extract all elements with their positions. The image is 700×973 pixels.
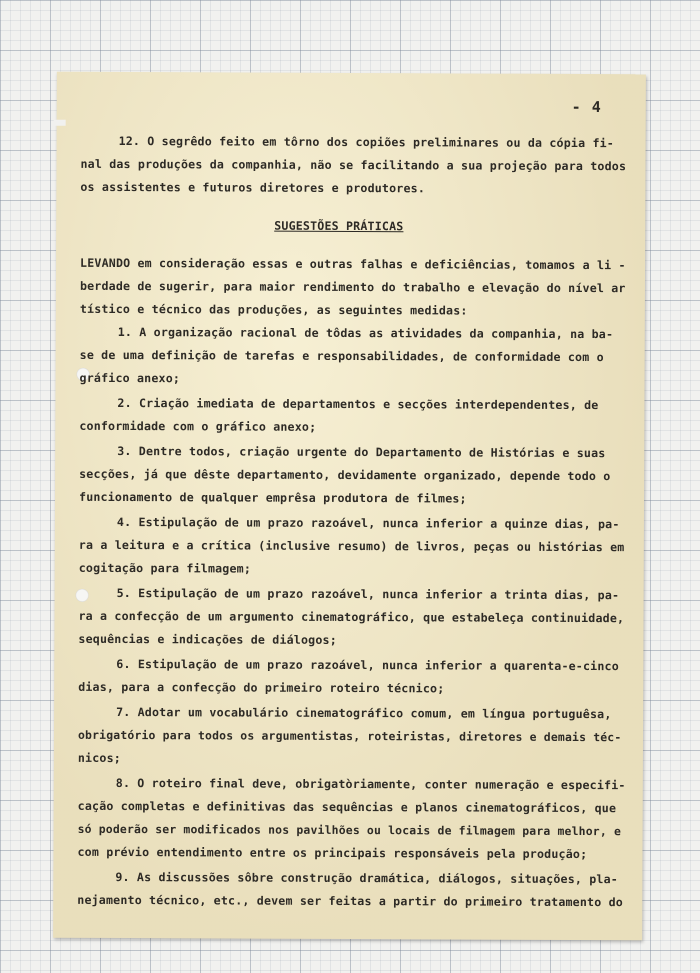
punch-hole [76,589,89,602]
text-line: 5. Estipulação de um prazo razoável, nunca inferior a trinta dias, pa- [116,585,620,603]
text-line: sequências e indicações de diálogos; [78,631,337,647]
text-line: tístico e técnico das produções, as seguintes medidas: [79,301,468,318]
text-line: se de uma definição de tarefas e responsabilidades, de conformidade com o [79,347,604,365]
text-line: LEVANDO em consideração essas e outras falhas e deficiências, tomamos a li - [80,255,626,273]
page-number: - 4 [571,97,602,117]
text-line: cação completas e definitivas das sequências e planos cinematográficos, que [77,798,617,816]
text-line: 8. O roteiro final deve, obrigatòriamente, conter numeração e especifi- [115,775,626,793]
section-heading: SUGESTÕES PRÁTICAS [274,218,404,234]
text-line: nejamento técnico, etc., devem ser feitas a partir do primeiro tratamento do [77,892,623,910]
text-line: 9. As discussões sôbre construção dramática, diálogos, situações, pla- [115,869,619,887]
text-line: 7. Adotar um vocabulário cinematográfico comum, em língua portuguêsa, [116,704,612,722]
text-line: gráfico anexo; [79,370,181,386]
text-line: nicos; [77,750,122,766]
text-line: com prévio entendimento entre os principais responsáveis pela produção; [77,844,588,862]
text-line: berdade de sugerir, para maior rendimento do trabalho e elevação do nível ar [79,278,626,296]
text-line: 6. Estipulação de um prazo razoável, nunca inferior a quarenta-e-cinco [116,656,619,674]
text-line: os assistentes e futuros diretores e produtores. [80,179,426,196]
text-line: só poderão ser modificados nos pavilhões ou locais de filmagem para melhor, e [77,821,622,839]
text-line: 12. O segrêdo feito em tôrno dos copiões preliminares ou da cópia fi- [118,133,615,151]
text-line: 3. Dentre todos, criação urgente do Departamento de Histórias e suas [117,443,606,461]
text-line: 1. A organização racional de tôdas as atividades da companhia, na ba- [117,324,614,342]
text-line: dias, para a confecção do primeiro roteiro técnico; [78,679,445,696]
text-line: conformidade com o gráfico anexo; [79,418,317,434]
text-line: 2. Criação imediata de departamentos e secções interdependentes, de [117,395,599,413]
text-line: ra a confecção de um argumento cinematográfico, que estabeleça continuidade, [78,608,625,626]
text-line: nal das produções da companhia, não se facilitando a sua projeção para todos [80,156,627,174]
text-line: 4. Estipulação de um prazo razoável, nunca inferior a quinze dias, pa- [116,514,620,532]
typewritten-page [53,72,646,941]
text-line: obrigatório para todos os argumentistas, roteiristas, diretores e demais téc- [77,727,622,745]
text-line: funcionamento de qualquer emprêsa produtora de filmes; [79,489,467,506]
text-line: cogitação para filmagem; [78,560,252,576]
text-line: ra a leitura e a crítica (inclusive resumo) de livros, peças ou histórias em [78,537,625,555]
text-line: secções, já que dêste departamento, devidamente organizado, depende todo o [79,466,611,484]
torn-corner [54,120,66,126]
